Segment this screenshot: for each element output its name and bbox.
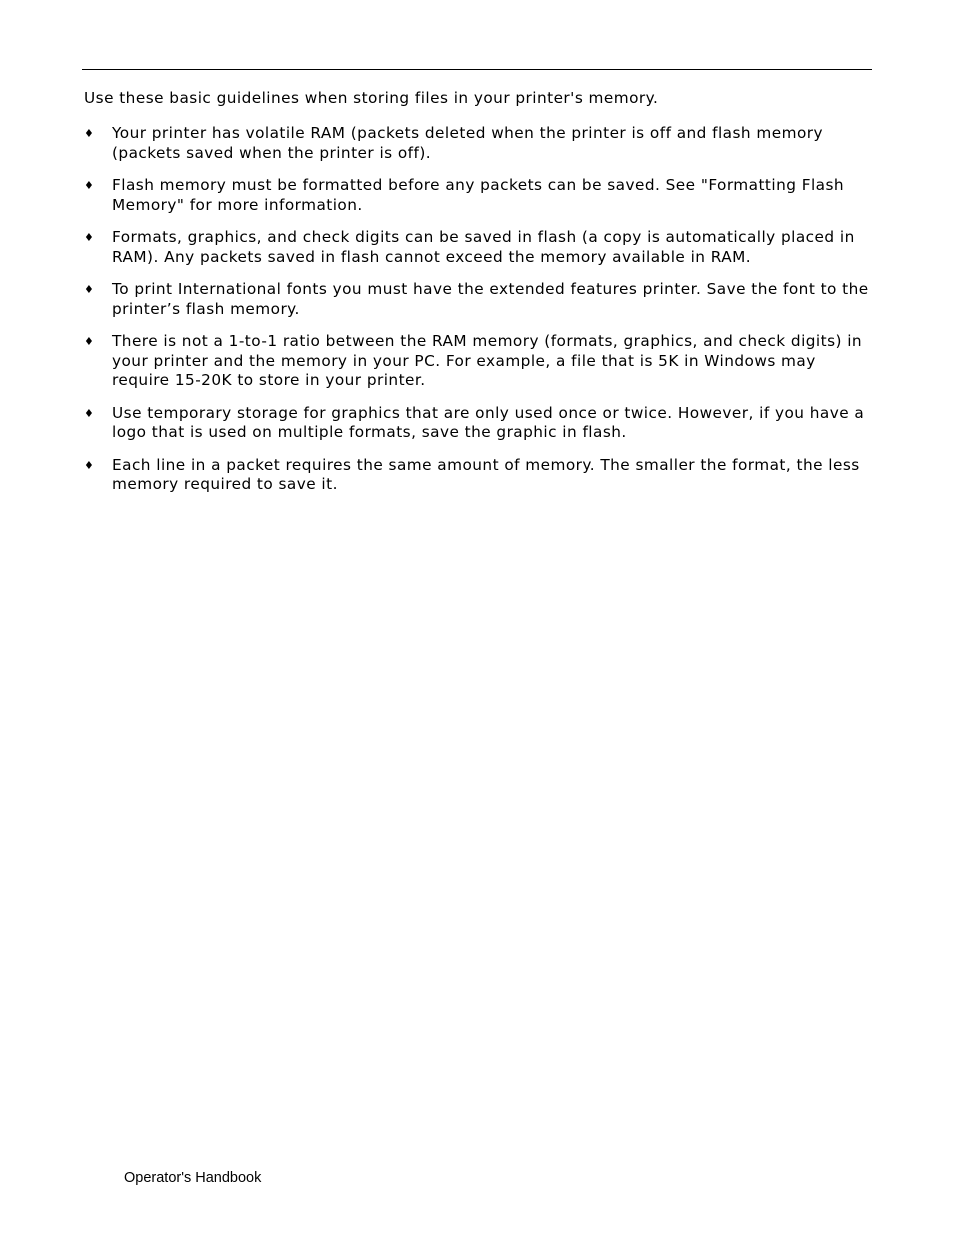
diamond-bullet-icon: ♦: [84, 335, 95, 348]
guideline-text: Use temporary storage for graphics that are only used once or twice. However, if you have a logo that is used on multiple formats, save the graphic in flash.: [112, 403, 865, 442]
guidelines-list: [84, 124, 874, 508]
header-rule: [82, 69, 872, 70]
diamond-bullet-icon: ♦: [84, 231, 95, 244]
diamond-bullet-icon: ♦: [84, 179, 95, 192]
diamond-bullet-icon: ♦: [84, 283, 95, 296]
list-item: [84, 228, 874, 267]
guideline-text: There is not a 1-to-1 ratio between the RAM memory (formats, graphics, and check digits) in your printer and the memory in your PC. For example, a file that is 5K in Windows may require 15-20K to store in your printer.: [112, 332, 863, 390]
diamond-bullet-icon: ♦: [84, 127, 95, 140]
list-item: [84, 280, 874, 319]
guideline-text: To print International fonts you must have the extended features printer. Save the font to the printer’s flash memory.: [112, 280, 869, 318]
guideline-text: Your printer has volatile RAM (packets deleted when the printer is off and flash memory (packets saved when the printer is off).: [112, 124, 824, 162]
list-item: [84, 404, 874, 443]
list-item: [84, 176, 874, 215]
diamond-bullet-icon: ♦: [84, 406, 95, 420]
diamond-bullet-icon: ♦: [84, 458, 95, 472]
guideline-text: Flash memory must be formatted before any packets can be saved. See "Formatting Flash Memory" for more information.: [112, 176, 845, 214]
footer-title: Operator's Handbook: [124, 1170, 262, 1186]
intro-paragraph: Use these basic guidelines when storing files in your printer's memory.: [84, 89, 659, 107]
guideline-text: Each line in a packet requires the same amount of memory. The smaller the format, the less memory required to save it.: [112, 455, 860, 494]
guideline-text: Formats, graphics, and check digits can be saved in flash (a copy is automatically placed in RAM). Any packets saved in flash cannot exceed the memory available in RAM.: [112, 228, 855, 266]
list-item: [84, 332, 874, 391]
list-item: [84, 124, 874, 163]
list-item: [84, 456, 874, 495]
